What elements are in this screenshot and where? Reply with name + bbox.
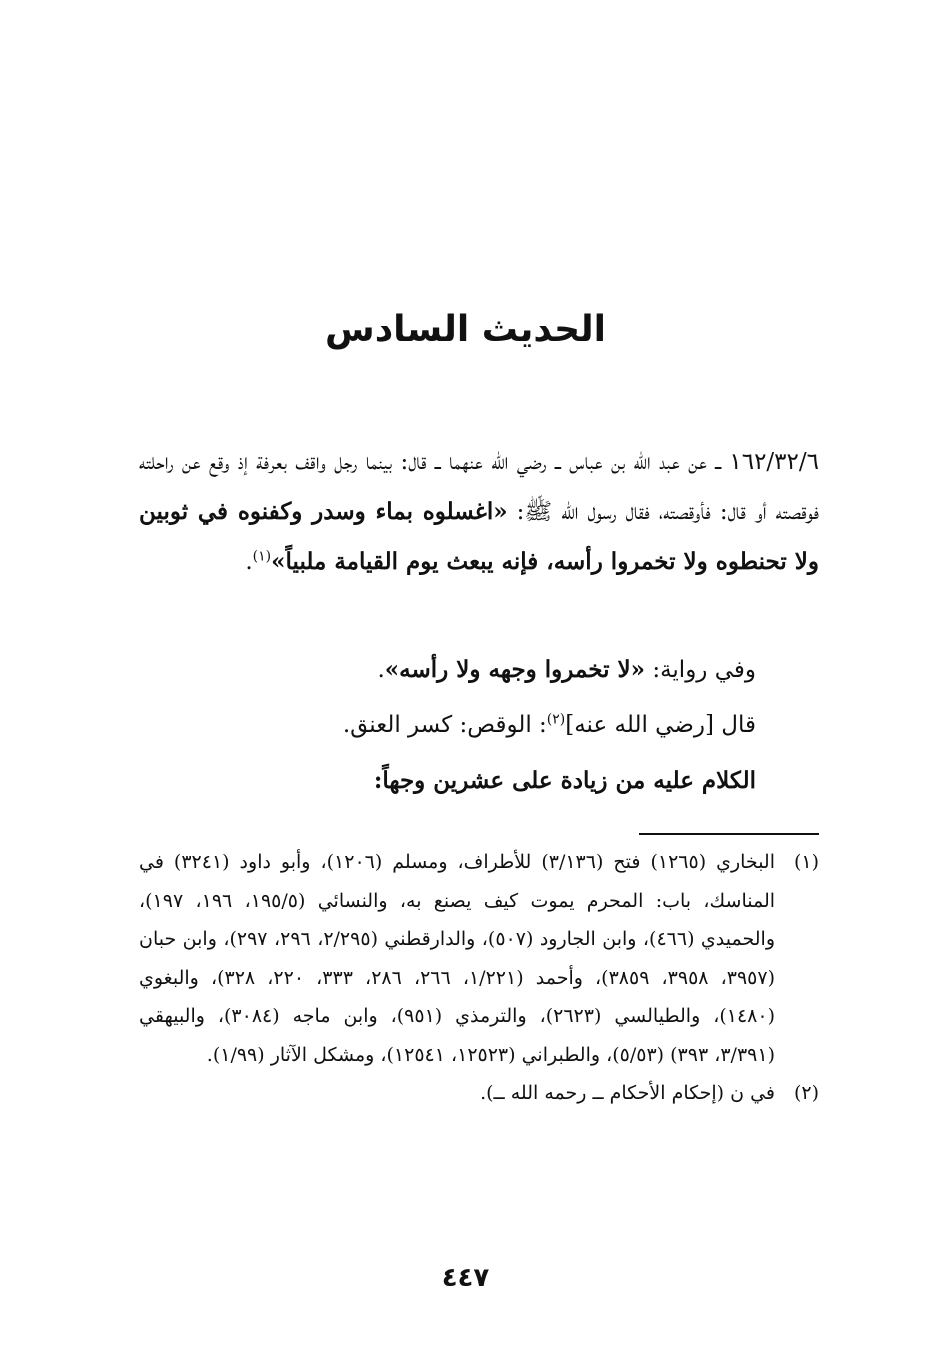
hadith-quote: «اغسلوه بماء وسدر وكفنوه في ثوبين ولا تحنطوه ولا تخمروا رأسه، فإنه يبعث يوم القيامة ملبياً»: [139, 498, 819, 575]
page-number: ٤٤٧: [441, 1263, 490, 1293]
riwaya-line: [136, 645, 756, 695]
footnote-divider: [639, 833, 819, 835]
hadith-text: [139, 437, 819, 587]
footnote-ref-1[interactable]: (١): [252, 548, 272, 565]
footnotes: [139, 843, 819, 1113]
footnote-number: (٢): [793, 1082, 819, 1104]
footnote-item: [139, 843, 819, 1074]
qala-rest: : الوقص: كسر العنق.: [342, 712, 547, 738]
qala-line: [136, 700, 756, 750]
qala-prefix: قال [رضي الله عنه]: [565, 712, 756, 738]
footnote-text: البخاري (١٢٦٥) فتح (٣/١٣٦) للأطراف، ومسلم (١٢٠٦)، وأبو داود (٣٢٤١) في المناسك، باب: المحرم يموت كيف يصنع به، والنسائي (١٩٥/٥، ١٩٦، ١٩٧)، والحميدي (٤٦٦)، وابن الجارود (٥٠٧)، والدارقطني (٢/٢٩٥، ٢٩٦، ٢٩٧)، وابن حبان (٣٩٥٧، ٣٩٥٨، ٣٨٥٩)، وأحمد (١/٢٢١، ٢٦٦، ٢٨٦، ٣٣٣، ٢٢٠، ٣٢٨)، والبغوي (١٤٨٠)، والطيالسي (٢٦٢٣)، والترمذي (٩٥١)، وابن ماجه (٣٠٨٤)، والبيهقي (٣/٣٩١، ٣٩٣) (٥/٥٣)، والطبراني (١٢٥٢٣، ١٢٥٤١)، ومشكل الآثار (١/٩٩).: [139, 851, 776, 1066]
footnote-ref-2[interactable]: (٢): [546, 711, 566, 728]
footnote-item: [139, 1074, 819, 1113]
riwaya-end: .: [377, 657, 385, 683]
hadith-number: ١٦٢/٣٢/٦: [729, 449, 819, 475]
hadith-paragraph: [139, 437, 819, 587]
footnote-number: (١): [793, 851, 819, 873]
hadith-intro: ــ عن عبد الله بن عباس ــ رضي الله عنهما ــ قال: بينما رجل واقف بعرفة إذ وقع عن راحلته فوقصته أو قال: فأوقصته، فقال رسول الله ﷺ:: [139, 449, 819, 525]
kalam-heading: الكلام عليه من زيادة على عشرين وجهاً:: [373, 767, 756, 794]
riwaya-prefix: وفي رواية:: [645, 657, 756, 683]
hadith-end: .: [245, 549, 253, 575]
section-title: الحديث السادس: [325, 309, 606, 350]
footnote-text: في ن (إحكام الأحكام ــ رحمه الله ــ).: [480, 1082, 775, 1104]
riwaya-quote: «لا تخمروا وجهه ولا رأسه»: [384, 656, 646, 683]
